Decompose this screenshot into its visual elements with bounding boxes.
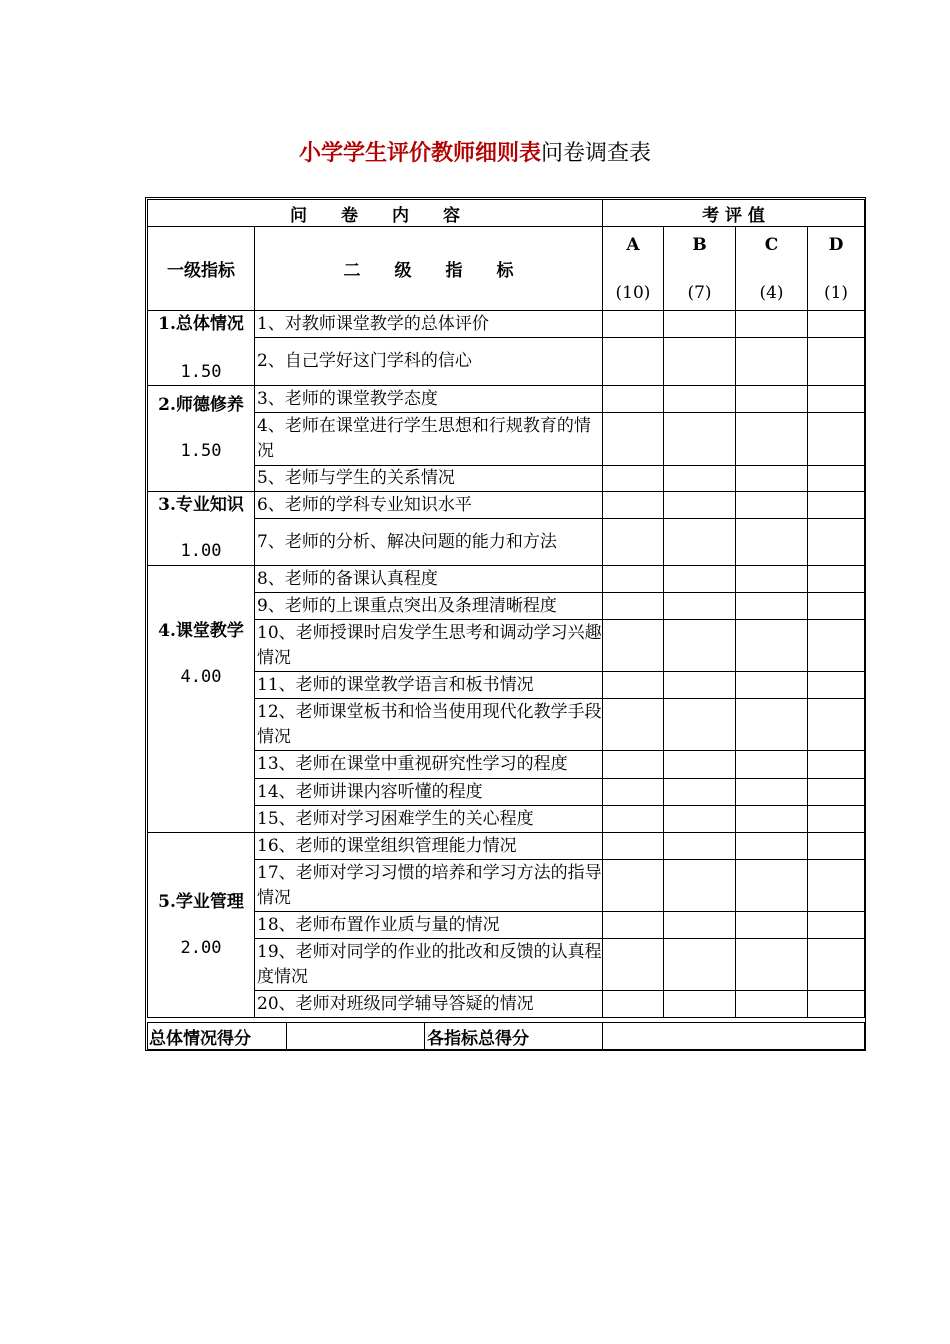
- score-cell[interactable]: [808, 519, 865, 566]
- score-cell[interactable]: [664, 833, 736, 860]
- item-text: 4、老师在课堂进行学生思想和行规教育的情况: [255, 413, 603, 466]
- score-cell[interactable]: [808, 620, 865, 672]
- score-cell[interactable]: [664, 860, 736, 912]
- score-cell[interactable]: [808, 566, 865, 593]
- score-cell[interactable]: [664, 939, 736, 991]
- score-cell[interactable]: [664, 991, 736, 1018]
- total-score-field[interactable]: [287, 1023, 425, 1050]
- score-cell[interactable]: [603, 751, 664, 779]
- item-text: 17、老师对学习习惯的培养和学习方法的指导情况: [255, 860, 603, 912]
- score-cell[interactable]: [603, 699, 664, 751]
- score-cell[interactable]: [736, 912, 808, 939]
- grade-c-header: [736, 227, 808, 311]
- score-cell[interactable]: [603, 939, 664, 991]
- score-cell[interactable]: [736, 751, 808, 779]
- score-cell[interactable]: [603, 311, 664, 338]
- grade-letter: A: [626, 235, 640, 255]
- score-cell[interactable]: [736, 492, 808, 519]
- score-cell[interactable]: [664, 413, 736, 466]
- score-cell[interactable]: [808, 699, 865, 751]
- score-cell[interactable]: [603, 806, 664, 833]
- sum-score-field[interactable]: [603, 1023, 865, 1050]
- score-cell[interactable]: [664, 912, 736, 939]
- score-cell[interactable]: [736, 620, 808, 672]
- group-name: 3.专业知识: [158, 495, 244, 515]
- score-cell[interactable]: [736, 413, 808, 466]
- title-main: 小学学生评价教师细则表: [298, 140, 541, 166]
- score-cell[interactable]: [664, 751, 736, 779]
- level1-header: 一级指标: [148, 227, 255, 311]
- score-cell[interactable]: [603, 386, 664, 413]
- score-cell[interactable]: [808, 991, 865, 1018]
- score-cell[interactable]: [603, 413, 664, 466]
- score-cell[interactable]: [808, 806, 865, 833]
- score-cell[interactable]: [664, 338, 736, 386]
- score-cell[interactable]: [664, 386, 736, 413]
- group-weight: 1.50: [180, 362, 222, 382]
- score-cell[interactable]: [736, 939, 808, 991]
- score-cell[interactable]: [736, 672, 808, 699]
- score-cell[interactable]: [603, 779, 664, 806]
- item-text: 16、老师的课堂组织管理能力情况: [255, 833, 603, 860]
- item-text: 8、老师的备课认真程度: [255, 566, 603, 593]
- item-text: 6、老师的学科专业知识水平: [255, 492, 603, 519]
- title-suffix: 问卷调查表: [541, 141, 652, 166]
- score-cell[interactable]: [808, 912, 865, 939]
- score-cell[interactable]: [808, 672, 865, 699]
- score-cell[interactable]: [664, 779, 736, 806]
- group-name: 4.课堂教学: [158, 621, 244, 641]
- score-cell[interactable]: [664, 672, 736, 699]
- score-cell[interactable]: [603, 519, 664, 566]
- score-cell[interactable]: [664, 699, 736, 751]
- score-cell[interactable]: [808, 860, 865, 912]
- score-cell[interactable]: [808, 833, 865, 860]
- group-weight: 1.50: [180, 441, 222, 461]
- score-cell[interactable]: [736, 519, 808, 566]
- score-cell[interactable]: [736, 338, 808, 386]
- group-cell: [148, 492, 255, 566]
- grade-points: (7): [687, 283, 712, 303]
- grade-points: (1): [823, 283, 849, 303]
- group-name: 5.学业管理: [158, 892, 244, 912]
- score-cell[interactable]: [603, 672, 664, 699]
- score-cell[interactable]: [603, 338, 664, 386]
- score-cell[interactable]: [664, 566, 736, 593]
- total-score-label: 总体情况得分: [148, 1023, 287, 1050]
- group-cell: [148, 833, 255, 1018]
- item-text: 11、老师的课堂教学语言和板书情况: [255, 672, 603, 699]
- item-text: 14、老师讲课内容听懂的程度: [255, 779, 603, 806]
- score-cell[interactable]: [808, 779, 865, 806]
- group-name: 2.师德修养: [158, 395, 244, 415]
- grade-d-header: [808, 227, 865, 311]
- score-cell[interactable]: [808, 386, 865, 413]
- grade-b-header: [664, 227, 736, 311]
- score-cell[interactable]: [664, 492, 736, 519]
- group-weight: 1.00: [180, 541, 222, 561]
- score-cell[interactable]: [808, 751, 865, 779]
- score-cell[interactable]: [664, 806, 736, 833]
- score-header: 考 评 值: [603, 200, 865, 227]
- group-name: 1.总体情况: [158, 314, 244, 334]
- item-text: 13、老师在课堂中重视研究性学习的程度: [255, 751, 603, 779]
- item-text: 9、老师的上课重点突出及条理清晰程度: [255, 593, 603, 620]
- score-cell[interactable]: [808, 466, 865, 492]
- group-cell: [148, 311, 255, 386]
- score-cell[interactable]: [736, 566, 808, 593]
- score-cell[interactable]: [736, 593, 808, 620]
- item-text: 2、自己学好这门学科的信心: [255, 338, 603, 386]
- footer-table: [147, 1022, 865, 1050]
- score-cell[interactable]: [736, 699, 808, 751]
- score-cell[interactable]: [736, 991, 808, 1018]
- score-cell[interactable]: [808, 939, 865, 991]
- score-cell[interactable]: [808, 338, 865, 386]
- score-cell[interactable]: [603, 466, 664, 492]
- grade-letter: C: [764, 235, 779, 255]
- group-cell: [148, 566, 255, 833]
- item-text: 20、老师对班级同学辅导答疑的情况: [255, 991, 603, 1018]
- score-cell[interactable]: [603, 833, 664, 860]
- grade-points: (10): [615, 283, 651, 303]
- score-cell[interactable]: [603, 860, 664, 912]
- content-header: 问 卷 内 容: [148, 200, 603, 227]
- item-text: 5、老师与学生的关系情况: [255, 466, 603, 492]
- item-text: 1、对教师课堂教学的总体评价: [255, 311, 603, 338]
- group-cell: [148, 386, 255, 492]
- grade-letter: B: [692, 235, 707, 255]
- score-cell[interactable]: [664, 519, 736, 566]
- group-weight: 2.00: [180, 938, 222, 958]
- grade-points: (4): [759, 283, 784, 303]
- grade-letter: D: [828, 235, 844, 255]
- score-cell[interactable]: [736, 311, 808, 338]
- score-cell[interactable]: [603, 912, 664, 939]
- group-weight: 4.00: [180, 667, 222, 687]
- score-cell[interactable]: [736, 386, 808, 413]
- grade-a-header: [603, 227, 664, 311]
- score-cell[interactable]: [664, 620, 736, 672]
- item-text: 18、老师布置作业质与量的情况: [255, 912, 603, 939]
- score-cell[interactable]: [736, 833, 808, 860]
- item-text: 19、老师对同学的作业的批改和反馈的认真程度情况: [255, 939, 603, 991]
- score-cell[interactable]: [808, 311, 865, 338]
- score-cell[interactable]: [603, 492, 664, 519]
- score-cell[interactable]: [664, 311, 736, 338]
- item-text: 7、老师的分析、解决问题的能力和方法: [255, 519, 603, 566]
- score-cell[interactable]: [808, 492, 865, 519]
- score-cell[interactable]: [603, 593, 664, 620]
- sum-score-label: 各指标总得分: [425, 1023, 603, 1050]
- page-title: [0, 137, 950, 170]
- score-cell[interactable]: [664, 466, 736, 492]
- item-text: 3、老师的课堂教学态度: [255, 386, 603, 413]
- item-text: 10、老师授课时启发学生思考和调动学习兴趣情况: [255, 620, 603, 672]
- survey-table: [147, 199, 865, 1018]
- score-cell[interactable]: [736, 779, 808, 806]
- score-cell[interactable]: [603, 991, 664, 1018]
- score-cell[interactable]: [736, 860, 808, 912]
- score-cell[interactable]: [603, 566, 664, 593]
- score-cell[interactable]: [736, 466, 808, 492]
- item-text: 12、老师课堂板书和恰当使用现代化教学手段情况: [255, 699, 603, 751]
- item-text: 15、老师对学习困难学生的关心程度: [255, 806, 603, 833]
- score-cell[interactable]: [603, 620, 664, 672]
- score-cell[interactable]: [808, 413, 865, 466]
- score-cell[interactable]: [664, 593, 736, 620]
- score-cell[interactable]: [736, 806, 808, 833]
- score-cell[interactable]: [808, 593, 865, 620]
- level2-header: 二 级 指 标: [255, 227, 603, 311]
